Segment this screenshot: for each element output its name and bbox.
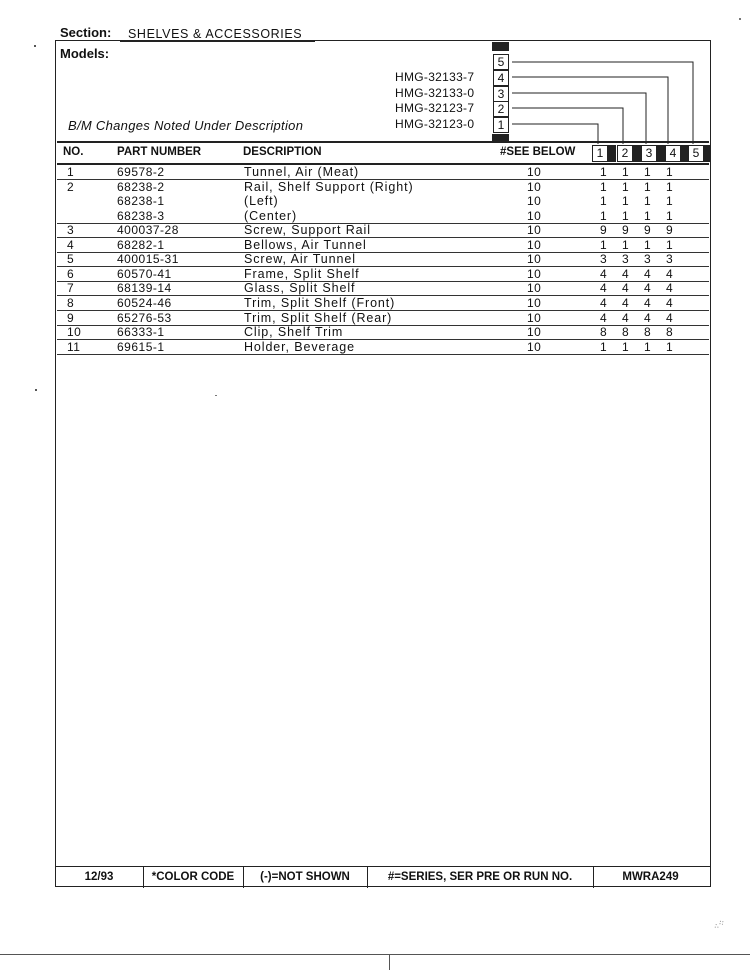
page-bottom-tick	[389, 955, 390, 970]
row-qty-model-1: 4	[600, 281, 608, 296]
row-qty-model-1: 1	[600, 339, 608, 354]
model-code: HMG-32133-0	[395, 86, 475, 100]
row-qty-model-1: 1	[600, 208, 608, 223]
row-part-number: 68238-1	[117, 194, 165, 209]
row-qty-model-2: 8	[622, 325, 630, 340]
models-label: Models:	[60, 46, 110, 61]
row-qty-model-2: 1	[622, 179, 630, 194]
row-qty-model-2: 1	[622, 194, 630, 209]
row-qty-model-3: 1	[644, 208, 652, 223]
col-separator-mark	[633, 145, 641, 162]
row-description: Trim, Split Shelf (Front)	[244, 295, 396, 310]
row-qty-model-1: 4	[600, 295, 608, 310]
footer-bar	[55, 866, 711, 888]
model-col-1: 1	[592, 145, 608, 162]
row-qty-model-3: 1	[644, 237, 652, 252]
row-part-number: 68282-1	[117, 237, 165, 252]
row-see-below: 10	[527, 310, 542, 325]
col-header-no: NO.	[63, 146, 84, 158]
row-see-below: 10	[527, 208, 542, 223]
row-qty-model-3: 3	[644, 252, 652, 267]
row-no: 10	[67, 325, 82, 340]
row-qty-model-4: 1	[666, 179, 674, 194]
row-qty-model-4: 4	[666, 310, 674, 325]
row-see-below: 10	[527, 339, 542, 354]
model-num-5: 5	[493, 54, 509, 70]
model-num-1: 1	[493, 117, 509, 133]
row-part-number: 68139-14	[117, 281, 172, 296]
row-qty-model-4: 3	[666, 252, 674, 267]
row-see-below: 10	[527, 325, 542, 340]
model-num-3: 3	[493, 86, 509, 102]
row-part-number: 60570-41	[117, 266, 172, 281]
row-qty-model-3: 1	[644, 194, 652, 209]
row-description: (Center)	[244, 208, 298, 223]
row-description: Frame, Split Shelf	[244, 266, 360, 281]
row-qty-model-3: 4	[644, 281, 652, 296]
row-qty-model-1: 3	[600, 252, 608, 267]
row-qty-model-4: 1	[666, 194, 674, 209]
row-description: Holder, Beverage	[244, 339, 355, 354]
row-part-number: 65276-53	[117, 310, 172, 325]
row-qty-model-3: 8	[644, 325, 652, 340]
row-divider	[57, 354, 709, 355]
row-qty-model-1: 1	[600, 179, 608, 194]
col-separator-mark	[704, 145, 710, 162]
row-no: 5	[67, 252, 75, 267]
col-header-description: DESCRIPTION	[243, 146, 322, 158]
row-description: Glass, Split Shelf	[244, 281, 356, 296]
row-qty-model-1: 1	[600, 165, 608, 179]
row-qty-model-4: 8	[666, 325, 674, 340]
model-col-5: 5	[688, 145, 704, 162]
row-see-below: 10	[527, 237, 542, 252]
row-qty-model-1: 8	[600, 325, 608, 340]
row-part-number: 68238-3	[117, 208, 165, 223]
row-qty-model-2: 1	[622, 165, 630, 179]
row-qty-model-3: 4	[644, 295, 652, 310]
row-qty-model-3: 1	[644, 339, 652, 354]
bm-note: B/M Changes Noted Under Description	[68, 118, 304, 133]
row-qty-model-3: 1	[644, 165, 652, 179]
model-col-cap-top	[492, 42, 509, 51]
row-qty-model-2: 3	[622, 252, 630, 267]
row-part-number: 66333-1	[117, 325, 165, 340]
col-separator-mark	[657, 145, 665, 162]
row-qty-model-1: 1	[600, 237, 608, 252]
row-description: Tunnel, Air (Meat)	[244, 165, 360, 179]
model-num-4: 4	[493, 70, 509, 86]
row-qty-model-4: 1	[666, 237, 674, 252]
row-qty-model-3: 1	[644, 179, 652, 194]
section-value: SHELVES & ACCESSORIES	[128, 27, 303, 41]
row-see-below: 10	[527, 165, 542, 179]
row-qty-model-2: 1	[622, 237, 630, 252]
row-qty-model-2: 4	[622, 295, 630, 310]
row-qty-model-4: 1	[666, 339, 674, 354]
row-description: Clip, Shelf Trim	[244, 325, 344, 340]
row-see-below: 10	[527, 266, 542, 281]
model-code: HMG-32133-7	[395, 70, 475, 84]
model-col-2: 2	[617, 145, 633, 162]
col-separator-mark	[608, 145, 616, 162]
row-part-number: 69615-1	[117, 339, 165, 354]
scan-speck	[215, 395, 217, 396]
row-no: 2	[67, 179, 75, 194]
row-qty-model-1: 9	[600, 223, 608, 238]
row-no: 9	[67, 310, 75, 325]
scan-mark: ⁖⁘	[711, 916, 728, 933]
row-see-below: 10	[527, 295, 542, 310]
row-qty-model-2: 4	[622, 266, 630, 281]
row-qty-model-4: 1	[666, 208, 674, 223]
row-qty-model-1: 4	[600, 310, 608, 325]
col-header-part-number: PART NUMBER	[117, 146, 202, 158]
row-qty-model-1: 4	[600, 266, 608, 281]
scan-speck	[35, 389, 37, 391]
row-part-number: 400015-31	[117, 252, 179, 267]
model-num-2: 2	[493, 101, 509, 117]
footer-color-code: *COLOR CODE	[143, 867, 244, 888]
header-rule	[57, 141, 709, 143]
scan-speck	[34, 45, 36, 47]
row-no: 3	[67, 223, 75, 238]
row-qty-model-4: 1	[666, 165, 674, 179]
row-qty-model-2: 4	[622, 281, 630, 296]
row-part-number: 68238-2	[117, 179, 165, 194]
row-qty-model-2: 1	[622, 208, 630, 223]
row-no: 1	[67, 165, 75, 179]
model-col-3: 3	[641, 145, 657, 162]
row-qty-model-2: 9	[622, 223, 630, 238]
row-description: Screw, Air Tunnel	[244, 252, 356, 267]
row-qty-model-4: 4	[666, 266, 674, 281]
row-description: Screw, Support Rail	[244, 223, 371, 238]
row-see-below: 10	[527, 179, 542, 194]
row-qty-model-3: 9	[644, 223, 652, 238]
footer-date: 12/93	[55, 867, 144, 888]
row-see-below: 10	[527, 194, 542, 209]
row-no: 4	[67, 237, 75, 252]
row-qty-model-4: 9	[666, 223, 674, 238]
row-no: 6	[67, 266, 75, 281]
row-qty-model-3: 4	[644, 266, 652, 281]
model-code: HMG-32123-0	[395, 117, 475, 131]
row-qty-model-4: 4	[666, 295, 674, 310]
scan-speck	[739, 18, 741, 20]
row-description: Rail, Shelf Support (Right)	[244, 179, 414, 194]
row-qty-model-2: 1	[622, 339, 630, 354]
row-qty-model-3: 4	[644, 310, 652, 325]
footer-doc-id: MWRA249	[622, 871, 679, 883]
section-label: Section:	[60, 25, 112, 40]
page-bottom-rule	[0, 954, 750, 955]
row-qty-model-4: 4	[666, 281, 674, 296]
row-qty-model-1: 1	[600, 194, 608, 209]
row-no: 7	[67, 281, 75, 296]
row-description: Trim, Split Shelf (Rear)	[244, 310, 393, 325]
col-header-see-below: #SEE BELOW	[500, 146, 576, 158]
model-col-4: 4	[665, 145, 681, 162]
row-see-below: 10	[527, 223, 542, 238]
footer-not-shown: (-)=NOT SHOWN	[243, 867, 368, 888]
model-col-cap-bottom	[492, 134, 509, 141]
row-no: 11	[67, 339, 81, 354]
row-no: 8	[67, 295, 75, 310]
row-part-number: 60524-46	[117, 295, 172, 310]
row-description: Bellows, Air Tunnel	[244, 237, 367, 252]
row-qty-model-2: 4	[622, 310, 630, 325]
row-description: (Left)	[244, 194, 279, 209]
row-part-number: 400037-28	[117, 223, 179, 238]
footer-series: #=SERIES, SER PRE OR RUN NO.	[367, 867, 594, 888]
model-code: HMG-32123-7	[395, 101, 475, 115]
row-part-number: 69578-2	[117, 165, 165, 179]
row-see-below: 10	[527, 281, 542, 296]
row-see-below: 10	[527, 252, 542, 267]
